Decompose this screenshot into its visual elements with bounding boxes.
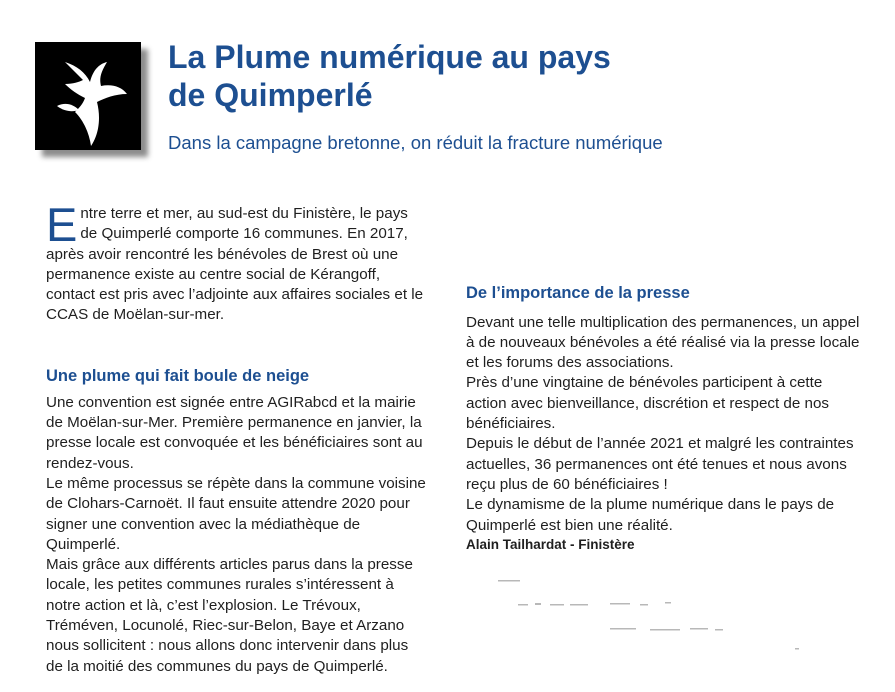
intro-paragraph [46, 198, 426, 326]
intro-text: ntre terre et mer, au sud-est du Finistère, le pays de Quimperlé comporte 16 communes. En 2017, après avoir rencontré les bénévoles de Brest où une permanence existe au centre social de Kérangoff, contact est pris avec l’adjointe aux affaires sociales et le CCAS de Moëlan-sur-mer. [46, 205, 424, 324]
section-heading-presse: De l’importance de la presse [466, 283, 690, 302]
plume-logo-icon [35, 42, 141, 150]
section-heading-boule-de-neige: Une plume qui fait boule de neige [46, 366, 310, 385]
title-line-2: de Quimperlé [168, 77, 373, 113]
intro-dropcap: E [46, 198, 78, 251]
article-column-right [466, 204, 866, 554]
section2-paragraph-3: Depuis le début de l’année 2021 et malgré les contraintes actuelles, 36 permanences ont été tenues et nous avons reçu plus de 60 bénéficiaires ! [466, 435, 854, 493]
section2-paragraph-1: Devant une telle multiplication des permanences, un appel à de nouveaux bénévoles a été réalisé via la presse locale et les forums des associations. [466, 313, 860, 372]
page-subtitle: Dans la campagne bretonne, on réduit la fracture numérique [168, 132, 663, 153]
section2-paragraph-2: Près d’une vingtaine de bénévoles participent à cette action avec bienveillance, discrétion et respect de nos bénéficiaires. [466, 374, 830, 433]
plume-logo [35, 42, 141, 150]
section2-paragraph-4: Le dynamisme de la plume numérique dans le pays de Quimperlé est bien une réalité. [466, 496, 835, 534]
page-title [168, 38, 868, 114]
title-line-1: La Plume numérique au pays [168, 39, 611, 75]
author-signature: Alain Tailhardat - Finistère [466, 536, 635, 552]
faded-marks-graphic [490, 580, 810, 660]
section1-paragraph-2: Le même processus se répète dans la commune voisine de Clohars-Carnoët. Il faut ensuite attendre 2020 pour signer une convention avec la médiathèque de Quimperlé. [46, 474, 426, 553]
section1-paragraph-3-continued [466, 204, 866, 245]
faded-print-marks [490, 580, 810, 660]
article-column-left [46, 198, 426, 677]
section1-paragraph-3: Mais grâce aux différents articles parus dans la presse locale, les petites communes rurales s’intéressent à notre action et là, c’est l’explosion. Le Trévoux, Tréméven, Locunolé, Riec-sur-Belon, Baye et Arzano nous sollicitent : nous allons donc intervenir dans plus de la moitié des communes du pays de Quimperlé. [46, 556, 413, 675]
section1-paragraph-1: Une convention est signée entre AGIRabcd et la mairie de Moëlan-sur-Mer. Première permanence en janvier, la presse locale est convoquée et les bénéficiaires sont au rendez-vous. [46, 393, 423, 472]
